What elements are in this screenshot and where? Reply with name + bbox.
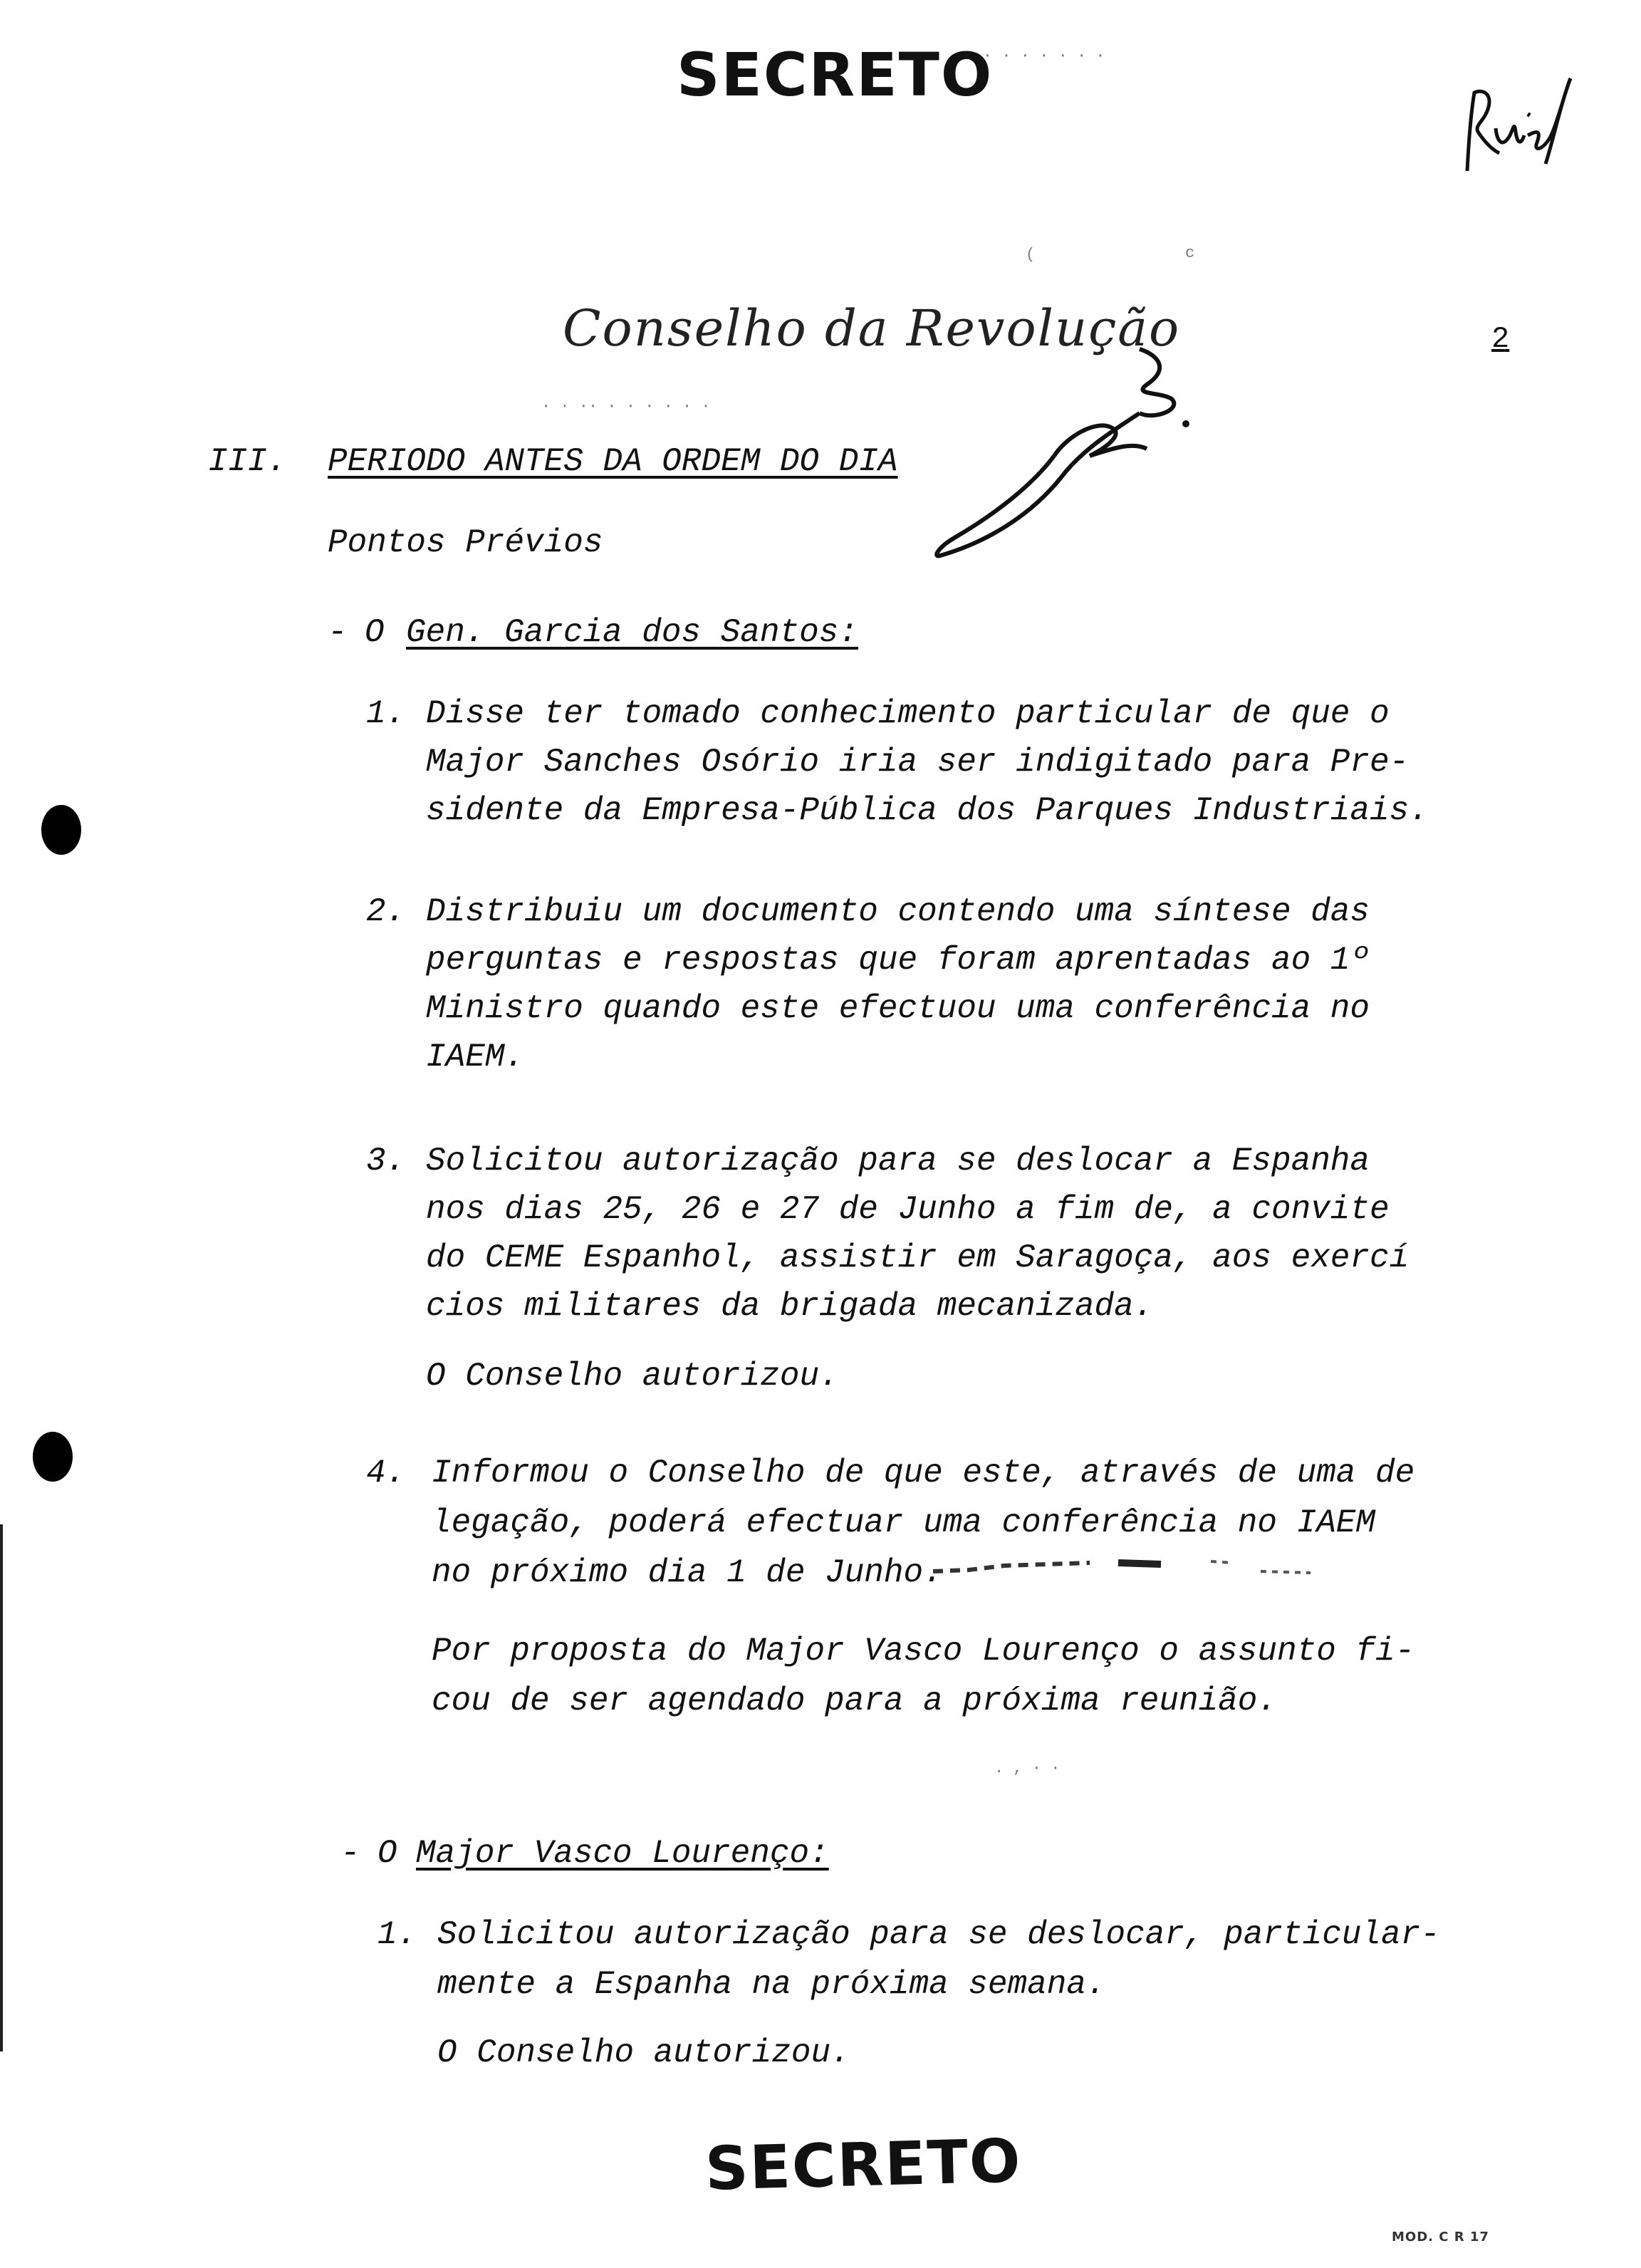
scan-speck: · · · · · · · [983, 47, 1105, 65]
letterhead-title: Conselho da Revolução [563, 299, 1181, 358]
scan-speck: · · ·· · · · · · · [541, 397, 711, 415]
scan-speck: c [1185, 244, 1195, 262]
secreto-stamp-bottom: SECRETO [704, 2126, 1023, 2204]
item-line: do CEME Espanhol, assistir em Saragoça, aos exercí [426, 1239, 1410, 1276]
speaker-name: Major Vasco Lourenço: [416, 1835, 829, 1872]
page-edge-line [0, 1524, 3, 2051]
item-line: Disse ter tomado conhecimento particular de que o [426, 695, 1390, 732]
item-note: O Conselho autorizou. [426, 1358, 839, 1395]
item-line: cios militares da brigada mecanizada. [426, 1288, 1154, 1325]
page-number: 2 [1491, 322, 1510, 356]
section-title: PERIODO ANTES DA ORDEM DO DIA [328, 443, 898, 480]
handwritten-initials [1453, 64, 1581, 185]
item-note-line: cou de ser agendado para a próxima reunião. [432, 1682, 1277, 1720]
item-line: nos dias 25, 26 e 27 de Junho a fim de, a convite [426, 1191, 1390, 1228]
item-line: Major Sanches Osório iria ser indigitado para Pre- [426, 744, 1410, 781]
item-note-line: Por proposta do Major Vasco Lourenço o assunto fi- [432, 1633, 1415, 1670]
form-code: MOD. C R 17 [1392, 2230, 1489, 2244]
scan-speck: ( [1026, 246, 1036, 264]
item-number: 2. [366, 893, 406, 930]
secreto-stamp-top: SECRETO [677, 40, 994, 110]
handwritten-signature [926, 342, 1225, 570]
scan-smudge [926, 1550, 1325, 1586]
item-line: Informou o Conselho de que este, através de uma de [432, 1455, 1415, 1492]
scan-speck: . , · · [994, 1759, 1061, 1777]
item-line: legação, poderá efectuar uma conferência no IAEM [432, 1504, 1376, 1541]
section-subtitle: Pontos Prévios [328, 524, 603, 561]
item-line: Ministro quando este efectuou uma conferência no [426, 990, 1370, 1027]
speaker-prefix: O [365, 614, 385, 651]
item-line: Distribuiu um documento contendo uma síntese das [426, 893, 1370, 930]
item-line: no próximo dia 1 de Junho. [432, 1554, 943, 1591]
item-number: 1. [377, 1916, 417, 1953]
item-number: 4. [366, 1455, 406, 1492]
punch-hole [33, 1432, 73, 1482]
item-note: O Conselho autorizou. [437, 2034, 850, 2071]
item-line: sidente da Empresa-Pública dos Parques Industriais. [426, 792, 1429, 829]
speaker-dash: - [328, 614, 348, 651]
speaker-name: Gen. Garcia dos Santos: [406, 614, 858, 651]
item-number: 3. [366, 1143, 406, 1180]
section-number: III. [208, 443, 287, 480]
speaker-prefix: O [377, 1835, 397, 1872]
item-line: mente a Espanha na próxima semana. [437, 1966, 1106, 2003]
item-line: perguntas e respostas que foram aprentadas ao 1º [426, 942, 1370, 979]
item-line: Solicitou autorização para se deslocar a Espanha [426, 1143, 1370, 1180]
item-line: IAEM. [426, 1039, 525, 1076]
punch-hole [41, 805, 81, 855]
item-number: 1. [366, 695, 406, 732]
speaker-dash: - [340, 1835, 360, 1872]
item-line: Solicitou autorização para se deslocar, particular- [437, 1916, 1440, 1953]
